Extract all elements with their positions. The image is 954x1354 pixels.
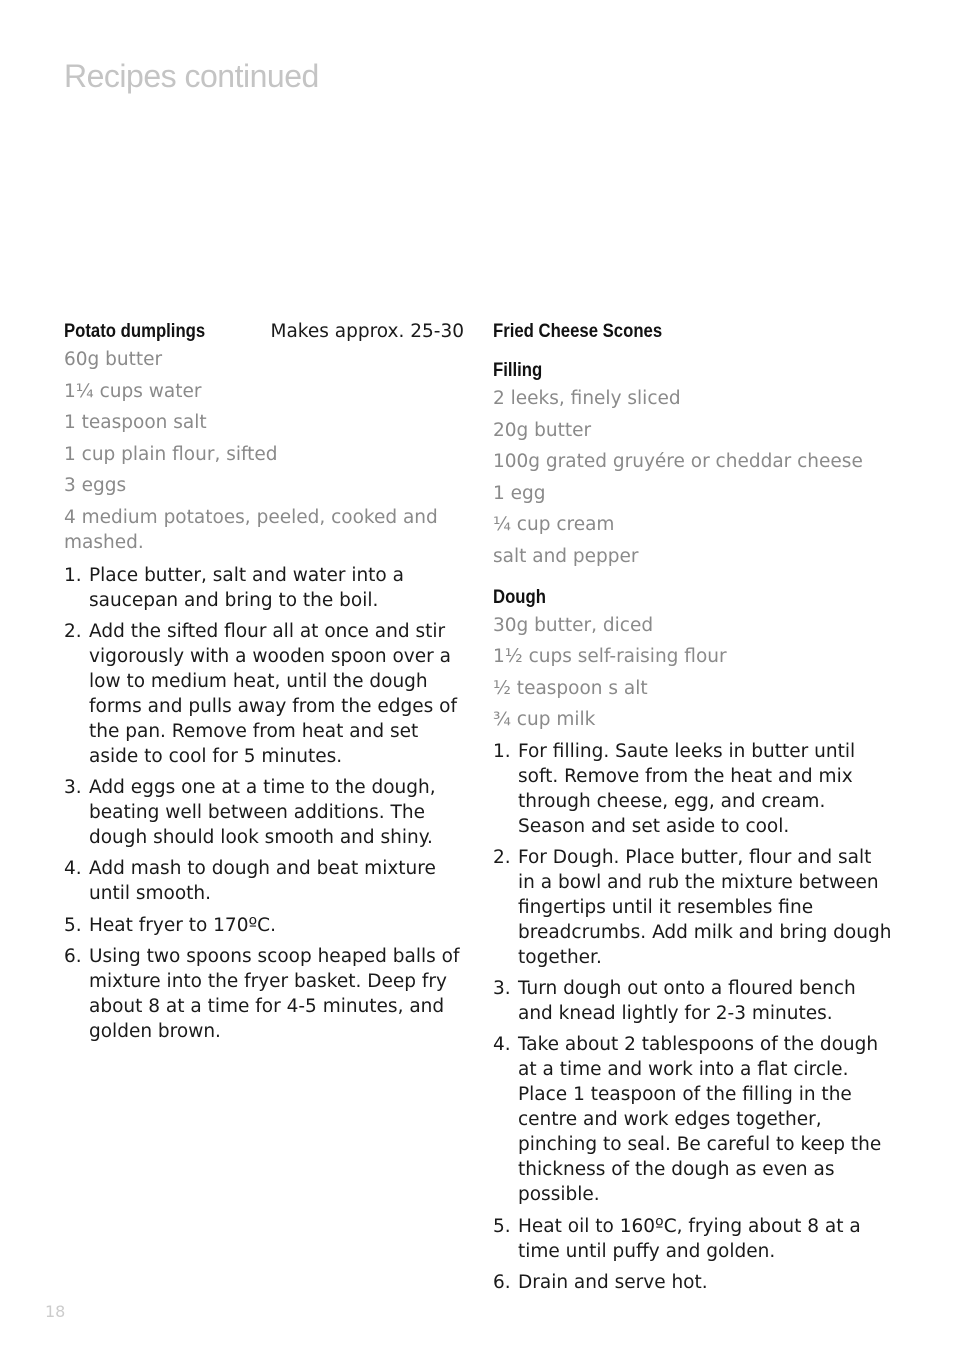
recipe-header bbox=[64, 319, 464, 344]
method-step bbox=[493, 845, 893, 970]
ingredient-item: 4 medium potatoes, peeled, cooked and mashed. bbox=[64, 506, 438, 553]
recipe-title: Potato dumplings bbox=[64, 321, 206, 342]
step-number: 1. bbox=[493, 740, 511, 762]
filling-heading: Filling bbox=[493, 360, 543, 381]
ingredient-item: 60g butter bbox=[64, 349, 163, 370]
ingredient-item: 1 teaspoon salt bbox=[64, 412, 207, 433]
ingredient-item: 100g grated gruyére or cheddar cheese bbox=[493, 451, 863, 472]
step-number: 3. bbox=[64, 777, 82, 799]
method-step bbox=[493, 739, 893, 839]
page-title: Recipes continued bbox=[64, 58, 319, 94]
page-number: 18 bbox=[45, 1302, 66, 1321]
method-step bbox=[493, 1032, 893, 1207]
step-text: Add the sifted flour all at once and stir vigorously with a wooden spoon over a low to medium heat, until the dough forms and pulls away from the edges of the pan. Remove from heat and set aside to cool for 5 minutes. bbox=[89, 620, 458, 767]
ingredient-list bbox=[64, 347, 464, 555]
step-text: Add mash to dough and beat mixture until smooth. bbox=[89, 858, 436, 905]
step-text: Heat fryer to 170ºC. bbox=[89, 914, 276, 936]
ingredient-item: salt and pepper bbox=[493, 545, 639, 567]
potato-dumplings-recipe bbox=[64, 319, 464, 1050]
ingredient-item: 1½ cups self-raising flour bbox=[493, 646, 727, 667]
method-step bbox=[493, 976, 893, 1026]
step-number: 1. bbox=[64, 564, 82, 586]
step-number: 2. bbox=[493, 846, 511, 868]
step-text: Place butter, salt and water into a saucepan and bring to the boil. bbox=[89, 564, 404, 611]
recipe-title: Fried Cheese Scones bbox=[493, 321, 663, 342]
ingredient-item: 1¼ cups water bbox=[64, 380, 202, 402]
method-step bbox=[64, 913, 464, 938]
ingredient-item: ½ teaspoon s alt bbox=[493, 677, 648, 699]
ingredient-item: 30g butter, diced bbox=[493, 614, 654, 636]
ingredient-item: 20g butter bbox=[493, 419, 592, 441]
step-text: For Dough. Place butter, flour and salt in a bowl and rub the mixture between fingertips until it resembles fine breadcrumbs. Add milk and bring dough together. bbox=[518, 846, 892, 968]
method-steps bbox=[64, 563, 464, 1044]
step-text: Turn dough out onto a floured bench and knead lightly for 2-3 minutes. bbox=[518, 978, 856, 1025]
step-text: Add eggs one at a time to the dough, beating well between additions. The dough should look smooth and shiny. bbox=[89, 777, 436, 849]
step-number: 4. bbox=[493, 1034, 511, 1056]
step-text: For filling. Saute leeks in butter until soft. Remove from the heat and mix through cheese, egg, and cream. Season and set aside to cool. bbox=[518, 740, 856, 837]
ingredient-item: 2 leeks, finely sliced bbox=[493, 388, 681, 409]
step-text: Using two spoons scoop heaped balls of mixture into the fryer basket. Deep fry about 8 at a time for 4-5 minutes, and golden brown. bbox=[89, 945, 460, 1042]
step-number: 5. bbox=[64, 914, 82, 936]
ingredient-item: 1 egg bbox=[493, 482, 546, 504]
method-step bbox=[493, 1270, 893, 1295]
step-number: 4. bbox=[64, 858, 82, 880]
dough-heading: Dough bbox=[493, 586, 546, 608]
ingredient-item: ¼ cup cream bbox=[493, 514, 615, 535]
dough-ingredient-list bbox=[493, 613, 893, 733]
ingredient-item: 1 cup plain flour, sifted bbox=[64, 443, 278, 465]
ingredient-item: ¾ cup milk bbox=[493, 709, 596, 730]
method-step bbox=[64, 856, 464, 906]
step-text: Heat oil to 160ºC, frying about 8 at a time until puffy and golden. bbox=[518, 1215, 861, 1262]
step-number: 3. bbox=[493, 978, 511, 1000]
fried-cheese-scones-recipe bbox=[493, 319, 893, 1301]
step-number: 5. bbox=[493, 1215, 511, 1237]
method-step bbox=[493, 1214, 893, 1264]
method-step bbox=[64, 944, 464, 1044]
step-text: Take about 2 tablespoons of the dough at a time and work into a flat circle. Place 1 teaspoon of the filling in the centre and work edges together, pinching to seal. Be careful to keep the thickness of the dough as even as possible. bbox=[518, 1034, 882, 1206]
step-number: 6. bbox=[493, 1271, 511, 1293]
method-steps bbox=[493, 739, 893, 1295]
method-step bbox=[64, 619, 464, 769]
step-text: Drain and serve hot. bbox=[518, 1271, 708, 1293]
filling-ingredient-list bbox=[493, 386, 893, 569]
method-step bbox=[64, 563, 464, 613]
step-number: 6. bbox=[64, 945, 82, 967]
ingredient-item: 3 eggs bbox=[64, 475, 127, 496]
method-step bbox=[64, 775, 464, 850]
step-number: 2. bbox=[64, 620, 82, 642]
recipe-yield: Makes approx. 25-30 bbox=[270, 321, 464, 342]
